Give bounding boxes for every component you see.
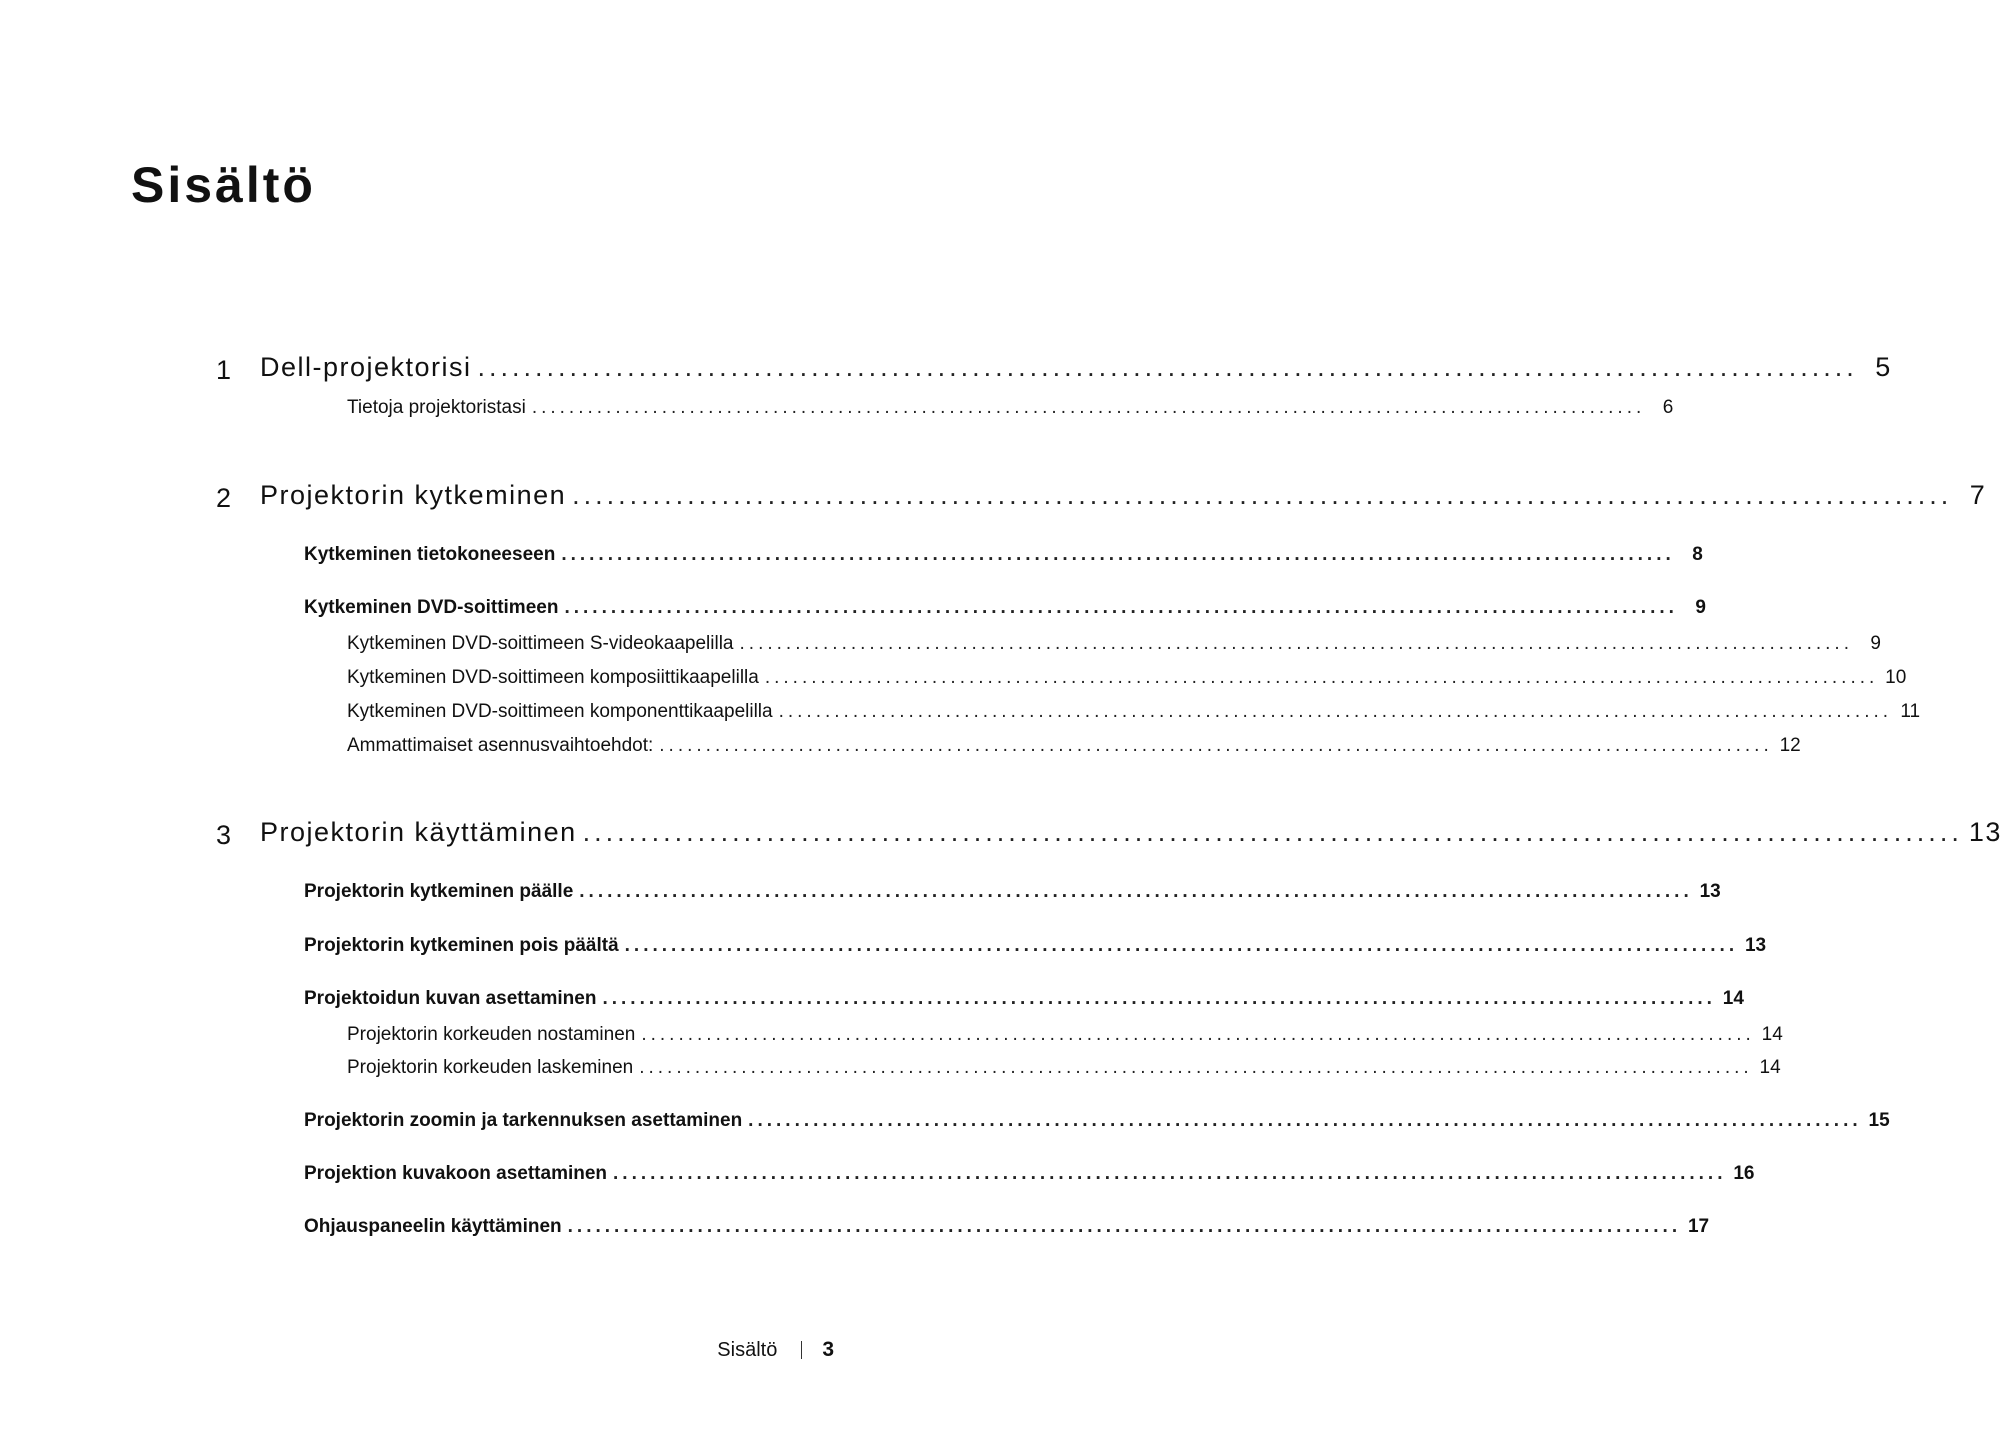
toc-leader-dots: ........................................................................................................................	[659, 735, 1773, 756]
toc-entry[interactable]	[304, 1216, 1710, 1238]
toc-leader-dots: ........................................................................................................................	[477, 352, 1858, 382]
toc-entry-page: 14	[1722, 988, 1744, 1009]
toc-entry-label: Kytkeminen DVD-soittimeen komposiittikaapelilla	[347, 667, 759, 688]
toc-entry[interactable]	[347, 1057, 1781, 1079]
toc-entry[interactable]	[260, 480, 1987, 511]
toc-entry[interactable]	[260, 352, 1892, 383]
toc-leader-dots: ........................................................................................................................	[613, 1163, 1727, 1184]
toc-entry[interactable]	[304, 988, 1744, 1010]
toc-entry-page: 17	[1687, 1216, 1710, 1237]
chapter-number: 3	[216, 820, 232, 850]
toc-entry[interactable]	[304, 597, 1706, 619]
toc-leader-dots: ........................................................................................................................	[582, 817, 1963, 847]
toc-entry-page: 10	[1885, 667, 1907, 688]
toc-entry-label: Dell-projektorisi	[260, 352, 472, 382]
toc-entry[interactable]	[304, 544, 1703, 566]
toc-leader-dots: ........................................................................................................................	[764, 667, 1879, 688]
toc-entry-label: Ohjauspaneelin käyttäminen	[304, 1216, 562, 1237]
toc-leader-dots: ........................................................................................................................	[639, 1057, 1753, 1078]
toc-entry-page: 7	[1969, 480, 1987, 510]
toc-entry[interactable]	[304, 1163, 1755, 1185]
toc-entry-label: Kytkeminen DVD-soittimeen	[304, 597, 559, 618]
footer-divider	[801, 1341, 802, 1359]
toc-entry-label: Projektoidun kuvan asettaminen	[304, 988, 597, 1009]
footer-label: Sisältö	[717, 1338, 778, 1361]
chapter-number: 2	[216, 483, 232, 513]
toc-entry-label: Projektorin zoomin ja tarkennuksen asettaminen	[304, 1110, 743, 1131]
toc-entry[interactable]	[347, 1024, 1783, 1046]
toc-entry[interactable]	[304, 1110, 1890, 1132]
toc-leader-dots: ........................................................................................................................	[624, 935, 1739, 956]
toc-leader-dots: ........................................................................................................................	[778, 701, 1893, 722]
page-number: 3	[822, 1338, 834, 1361]
toc-entry-label: Kytkeminen tietokoneeseen	[304, 544, 556, 565]
toc-entry-page: 9	[1870, 633, 1881, 654]
toc-leader-dots: ........................................................................................................................	[579, 881, 1693, 902]
toc-entry-label: Projektorin korkeuden nostaminen	[347, 1024, 636, 1045]
toc-entry-page: 8	[1692, 544, 1703, 565]
toc-entry[interactable]	[347, 735, 1801, 757]
toc-entry-label: Tietoja projektoristasi	[347, 397, 526, 418]
toc-entry[interactable]	[347, 701, 1921, 723]
toc-entry-page: 16	[1733, 1163, 1755, 1184]
toc-entry[interactable]	[304, 935, 1767, 957]
toc-entry-page: 14	[1761, 1024, 1783, 1045]
toc-entry[interactable]	[347, 397, 1674, 419]
toc-leader-dots: ........................................................................................................................	[602, 988, 1716, 1009]
toc-entry-page: 14	[1759, 1057, 1781, 1078]
toc-leader-dots: ........................................................................................................................	[564, 597, 1678, 618]
toc-leader-dots: ........................................................................................................................	[572, 480, 1953, 510]
toc-entry-label: Kytkeminen DVD-soittimeen S-videokaapelilla	[347, 633, 734, 654]
toc-entry[interactable]	[260, 817, 2002, 848]
toc-entry-label: Kytkeminen DVD-soittimeen komponenttikaapelilla	[347, 701, 773, 722]
toc-entry-label: Projektorin kytkeminen päälle	[304, 881, 574, 902]
toc-entry[interactable]	[347, 633, 1881, 655]
toc-entry-page: 5	[1875, 352, 1892, 382]
toc-entry-page: 9	[1695, 597, 1706, 618]
toc-entry[interactable]	[304, 881, 1721, 903]
toc-entry-page: 11	[1900, 701, 1921, 722]
toc-leader-dots: ........................................................................................................................	[531, 397, 1646, 418]
toc-entry-label: Projektorin kytkeminen pois päältä	[304, 935, 619, 956]
toc-entry-label: Projektorin korkeuden laskeminen	[347, 1057, 634, 1078]
toc-leader-dots: ........................................................................................................................	[561, 544, 1675, 565]
toc-entry-page: 12	[1779, 735, 1801, 756]
toc-entry-page: 13	[1744, 935, 1767, 956]
page-title: Sisältö	[131, 157, 316, 213]
toc-entry-label: Projektorin käyttäminen	[260, 817, 577, 847]
toc-entry-page: 6	[1662, 397, 1674, 418]
toc-leader-dots: ........................................................................................................................	[748, 1110, 1862, 1131]
toc-entry-page: 13	[1968, 817, 2002, 847]
toc-entry[interactable]	[347, 667, 1907, 689]
toc-leader-dots: ........................................................................................................................	[567, 1216, 1682, 1237]
toc-leader-dots: ........................................................................................................................	[641, 1024, 1755, 1045]
page-footer	[717, 1338, 834, 1362]
toc-entry-label: Projektorin kytkeminen	[260, 480, 567, 510]
chapter-number: 1	[216, 355, 232, 385]
toc-leader-dots: ........................................................................................................................	[739, 633, 1853, 654]
toc-entry-label: Projektion kuvakoon asettaminen	[304, 1163, 608, 1184]
toc-entry-label: Ammattimaiset asennusvaihtoehdot:	[347, 735, 654, 756]
toc-entry-page: 13	[1699, 881, 1721, 902]
toc-entry-page: 15	[1868, 1110, 1890, 1131]
